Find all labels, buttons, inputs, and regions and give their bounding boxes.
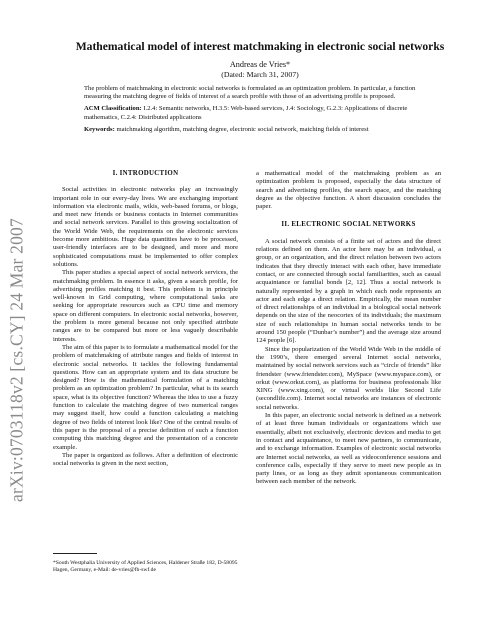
date: (Dated: March 31, 2007) [221,70,299,79]
left-column [53,170,238,468]
intro-paragraph-3: The aim of this paper is to formulate a mathematical model for the problem of matchmaking of attribute ranges and fields of interest in electronic social networks. It tackles the following fundamental questions. How can an appropriate system and its data structure be designed? How is the mathematical formulation of a matching problem as an optimization problem? In particular, what is its search space, what is its objective function? Whereas the idea to use a fuzzy function to calculate the matching degree of two numerical ranges may suggest itself, how could a function calculating a matching degree of two fields of interest look like? One of the central results of this paper is the proposal of a precise definition of such a function computing this matching degree and the presentation of a concrete example. [53,343,238,451]
arxiv-id: arXiv:0703118v2 [cs.CY] 24 Mar 2007 [6,218,27,502]
intro-continuation: a mathematical model of the matchmaking problem as an optimization problem is proposed, especially the data structure of search and advertising profiles, the search space, and the matching degree as the objective function. A short discussion concludes the paper. [256,170,441,211]
author: Andreas de Vries* [229,60,291,69]
abstract-text: The problem of matchmaking in electronic social networks is formulated as an optimization problem. In particular, a function measuring the matching degree of fields of interest of a search profile with those of an advertising profile is proposed. [84,85,416,101]
keywords-text: matchmaking algorithm, matching degree, electronic social network, matching fields of interest [116,125,369,133]
section-heading-introduction: I. INTRODUCTION [112,170,179,177]
paper-title: Mathematical model of interest matchmaking in electronic social networks [75,40,445,53]
intro-paragraph-2: This paper studies a special aspect of social network services, the matchmaking problem. In essence it asks, given a search profile, for advertising profiles matching it best. This problem is in principle well-known in Grid computing, where computational tasks are seeking for appropriate resources such as CPU time and memory space on different computers. In electronic social networks, however, the problem is more general because not only specified attribute ranges are to be compared but more or less vaguely describable interests. [53,269,238,343]
keywords [84,126,438,134]
section-heading-social-networks: II. ELECTRONIC SOCIAL NETWORKS [281,221,416,229]
intro-paragraph-4: The paper is organized as follows. After a definition of electronic social networks is given in the next section, [53,451,238,468]
footnote: *South Westphalia University of Applied Sciences, Haldener Straße 182, D-58095 Hagen, Germany, e-Mail: de-vries@fh-swf.de [53,560,238,573]
arxiv-stamp [4,150,30,570]
acm-label: ACM Classification: [84,105,142,113]
intro-paragraph-1: Social activities in electronic networks play an increasingly important role in our every-day lives. We are exchanging important information via electronic mails, wikis, web-based forums, or blogs, and meet new friends or business contacts in Internet communities and social network services. Parallel to this growing socialization of the World Wide Web, the requirements on the electronic services become more ambitious. Huge data quantities have to be processed, user-friendly interfaces are to be designed, and more and more sophisticated computations must be implemented to offer complex solutions. [53,186,238,268]
acm-classification [84,105,438,121]
social-paragraph-1: A social network consists of a finite set of actors and the direct relations defined on them. An actor here may be an individual, a group, or an organization, and the direct relation between two actors indicates that they directly interact with each other, have immediate contact, or are connected through social familiarities, such as casual acquaintance or familial bonds [2, 12]. Thus a social network is naturally represented by a graph in which each node represents an actor and each edge a direct relation. Empirically, the mean number of direct relationships of an individual in a biological social network depends on the size of the neocortex of its individuals; the maximum size of such relationships in human social networks tends to be around 150 people (“Dunbar’s number”) and the average size around 124 people [6]. [256,237,441,345]
section-gap [256,211,441,221]
footnote-rule [53,553,97,554]
abstract [84,85,438,138]
right-column [256,170,441,487]
acm-text: I.2.4: Semantic networks, H.3.5: Web-based services, J.4: Sociology, G.2.3: Applications of discrete mathematics, C.2.4: Distributed applications [84,105,408,121]
keywords-label: Keywords: [84,125,115,133]
social-paragraph-2: Since the popularization of the World Wide Web in the middle of the 1990’s, there emerged several Internet social networks, maintained by social network services such as “circle of friends” like friendster (www.friendster.com), MySpace (www.myspace.com), or orkut (www.orkut.com), as platforms for business professionals like XING (www.xing.com), or virtual worlds like Second Life (secondlife.com). Internet social networks are instances of electronic social networks. [256,345,441,411]
social-paragraph-3: In this paper, an electronic social network is defined as a network of at least three human individuals or organizations which use essentially, albeit not exclusively, electronic devices and media to get in contact and acquaintance, to meet new partners, to communicate, and to exchange information. Examples of electronic social networks are Internet social networks, as well as videoconference sessions and conference calls, especially if they serve to meet new people as in party lines, or as long as they admit spontaneous communication between each member of the network. [256,412,441,486]
